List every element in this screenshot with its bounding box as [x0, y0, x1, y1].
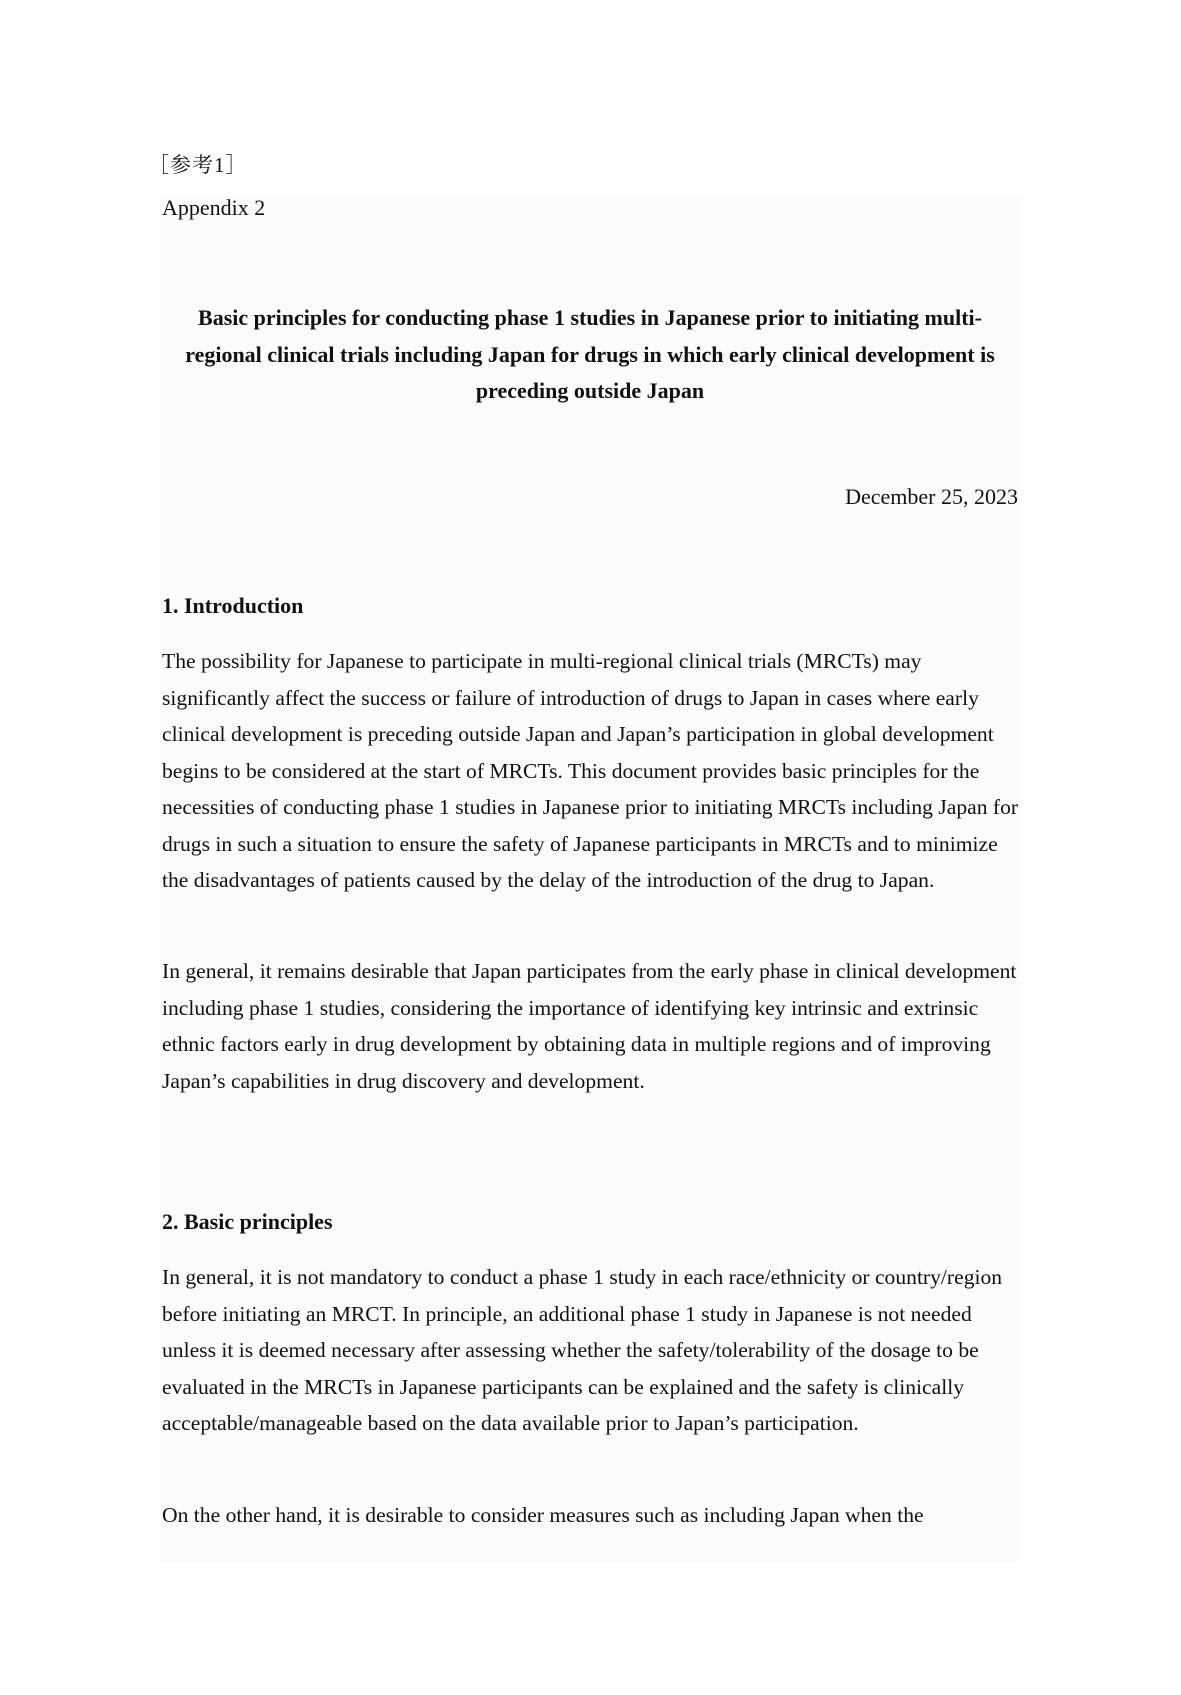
paragraph: In general, it remains desirable that Japan participates from the early phase in clinical development including phase 1 studies, considering the importance of identifying key intrinsic and extrinsic ethnic factors early in drug development by obtaining data in multiple regions and of improving Japan’s capabilities in drug discovery and development. [162, 959, 1017, 1093]
paragraph: On the other hand, it is desirable to consider measures such as including Japan when the [162, 1503, 924, 1527]
document-date: December 25, 2023 [845, 484, 1018, 509]
paragraph: In general, it is not mandatory to conduct a phase 1 study in each race/ethnicity or country/region before initiating an MRCT. In principle, an additional phase 1 study in Japanese is not needed unless it is deemed necessary after assessing whether the safety/tolerability of the dosage to be evaluated in the MRCTs in Japanese participants can be explained and the safety is clinically acceptable/manageable based on the data available prior to Japan’s participation. [162, 1265, 1003, 1435]
section-heading-introduction: 1. Introduction [162, 593, 304, 618]
paragraph: The possibility for Japanese to participate in multi-regional clinical trials (MRCTs) may significantly affect the success or failure of introduction of drugs to Japan in cases where early clinical development is preceding outside Japan and Japan’s participation in global development begins to be considered at the start of MRCTs. This document provides basic principles for the necessities of conducting phase 1 studies in Japanese prior to initiating MRCTs including Japan for drugs in such a situation to ensure the safety of Japanese participants in MRCTs and to minimize the disadvantages of patients caused by the delay of the introduction of the drug to Japan. [162, 649, 1019, 892]
section-heading-basic-principles: 2. Basic principles [162, 1209, 333, 1234]
reference-label: ［参考1］ [148, 153, 248, 177]
appendix-label: Appendix 2 [162, 195, 266, 220]
document-title: Basic principles for conducting phase 1 studies in Japanese prior to initiating multi-regional clinical trials including Japan for drugs in which early clinical development is preceding outside Japan [185, 305, 995, 403]
